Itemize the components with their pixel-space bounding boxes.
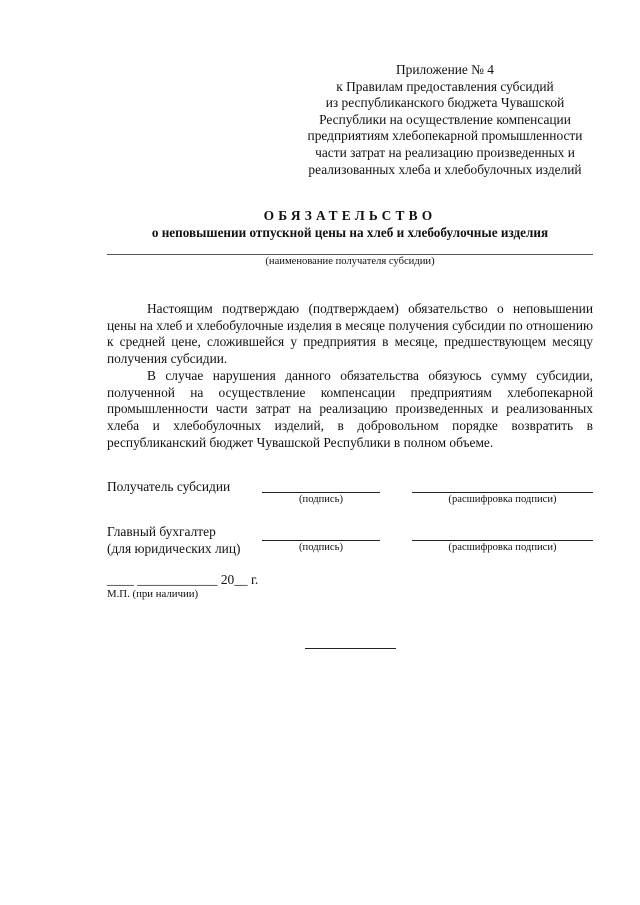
appendix-line: Приложение № 4: [395, 62, 495, 77]
recipient-decode-caption: (расшифровка подписи): [448, 494, 557, 505]
recipient-signature-caption: (подпись): [299, 494, 343, 505]
accountant-decode-caption: (расшифровка подписи): [448, 542, 557, 553]
document-title: ОБЯЗАТЕЛЬСТВО: [263, 208, 437, 223]
recipient-name-line: [107, 254, 593, 255]
accountant-signature-caption: (подпись): [299, 542, 343, 553]
accountant-decode-line: [412, 540, 593, 541]
date-line: ____ ____________ 20__ г.: [107, 572, 259, 587]
accountant-label: Главный бухгалтер: [107, 524, 216, 539]
appendix-line: предприятиям хлебопекарной промышленности: [307, 128, 583, 144]
recipient-signature-line: [262, 492, 380, 493]
appendix-line: к Правилам предоставления субсидий: [336, 78, 554, 94]
body-paragraph: Настоящим подтверждаю (подтверждаем) обязательство о неповышении цены на хлеб и хлебобулочные изделия в месяце получения субсидии по отношению к средней цене, сложившейся у предприятия в месяце, предшествующем месяцу получения субсидии.: [107, 301, 593, 367]
recipient-decode-line: [412, 492, 593, 493]
obligation-body: [107, 301, 593, 451]
document-subtitle: о неповышении отпускной цены на хлеб и хлебобулочные изделия: [151, 225, 549, 240]
stamp-note: М.П. (при наличии): [107, 588, 199, 600]
appendix-line: реализованных хлеба и хлебобулочных изделий: [308, 161, 582, 177]
recipient-name-caption: (наименование получателя субсидии): [265, 256, 435, 267]
appendix-line: Республики на осуществление компенсации: [319, 111, 571, 127]
accountant-sublabel: (для юридических лиц): [107, 541, 241, 556]
end-divider: [305, 648, 396, 649]
accountant-signature-line: [262, 540, 380, 541]
appendix-line: части затрат на реализацию произведенных и: [315, 144, 575, 160]
recipient-signature-label: Получатель субсидии: [107, 479, 231, 494]
appendix-line: из республиканского бюджета Чувашской: [325, 95, 565, 111]
appendix-header: [300, 62, 590, 178]
body-paragraph: В случае нарушения данного обязательства обязуюсь сумму субсидии, полученной на осуществление компенсации предприятиям хлебопекарной промышленности части затрат на реализацию произведенных и реализованных хлеба и хлебобулочных изделий, в добровольном порядке возвратить в республиканский бюджет Чувашской Республики в полном объеме.: [107, 367, 593, 450]
